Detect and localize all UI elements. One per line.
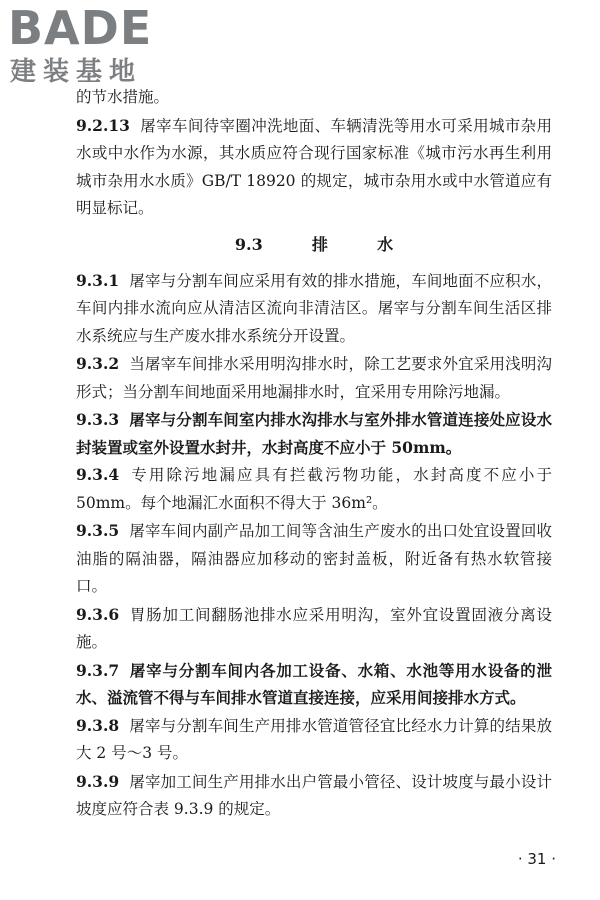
clause-9-3-1 [76,267,552,351]
document-body [76,84,568,824]
clause-text: 当屠宰车间排水采用明沟排水时，除工艺要求外宜采用浅明沟形式；当分割车间地面采用地漏排水时，宜采用专用除污地漏。 [76,355,552,401]
clause-text: 屠宰与分割车间生产用排水管道管径宜比经水力计算的结果放大 2 号～3 号。 [76,716,552,762]
logo-subtitle: 建装基地 [10,57,143,87]
clause-text: 胃肠加工间翻肠池排水应采用明沟，室外宜设置固液分离设施。 [76,605,552,651]
clause-number: 9.3.2 [76,354,120,373]
section-heading [76,231,552,258]
logo-wordmark: BADE [8,1,153,55]
clause-number: 9.2.13 [76,115,130,135]
clause-text: 屠宰与分割车间室内排水沟排水与室外排水管道连接处应设水封装置或室外设置水封井，水封高度不应小于 50mm。 [76,410,552,457]
section-title-char-1: 排 [311,234,328,254]
clause-number: 9.3.7 [76,660,120,680]
section-title-char-2: 水 [377,234,394,254]
section-number: 9.3 [234,234,263,254]
clause-number: 9.3.6 [76,604,120,624]
clause-9-3-8 [76,712,552,768]
clause-9-3-5 [76,517,552,601]
intro-fragment: 的节水措施。 [76,88,170,106]
clause-text: 屠宰与分割车间内各加工设备、水箱、水池等用水设备的泄水、溢流管不得与车间排水管道直接连接，应采用间接排水方式。 [76,660,552,707]
clause-9-3-4 [76,461,552,517]
page-number: · 31 · [517,850,556,868]
clause-text: 屠宰车间待宰圈冲洗地面、车辆清洗等用水可采用城市杂用水或中水作为水源，其水质应符合现行国家标准《城市污水再生利用 城市杂用水水质》GB/T 18920 的规定，城市杂用水或中水管道应有明显标记。 [76,116,568,217]
bade-logo [8,2,178,92]
clause-9-3-9 [76,768,552,824]
clause-text: 屠宰车间内副产品加工间等含油生产废水的出口处宜设置回收油脂的隔油器，隔油器应加移动的密封盖板，附近备有热水软管接口。 [76,522,552,595]
clause-number: 9.3.4 [76,465,120,484]
clause-9-3-6 [76,601,552,657]
clause-number: 9.3.8 [76,715,120,735]
clause-text: 屠宰加工间生产用排水出户管最小管径、设计坡度与最小设计坡度应符合表 9.3.9 的规定。 [76,772,552,818]
clause-number: 9.3.1 [76,270,120,290]
clause-text: 专用除污地漏应具有拦截污物功能，水封高度不应小于50mm。每个地漏汇水面积不得大于 36m²。 [76,466,552,512]
clause-number: 9.3.9 [76,771,120,791]
clause-number: 9.3.5 [76,521,120,540]
clause-number: 9.3.3 [76,410,120,429]
clause-9-3-3 [76,406,552,461]
clause-9-3-2 [76,350,552,406]
clause-9-3-7 [76,657,552,712]
clause-9-2-13 [76,112,568,223]
clause-text: 屠宰与分割车间应采用有效的排水措施，车间地面不应积水，车间内排水流向应从清洁区流向非清洁区。屠宰与分割车间生活区排水系统应与生产废水排水系统分开设置。 [76,271,552,345]
